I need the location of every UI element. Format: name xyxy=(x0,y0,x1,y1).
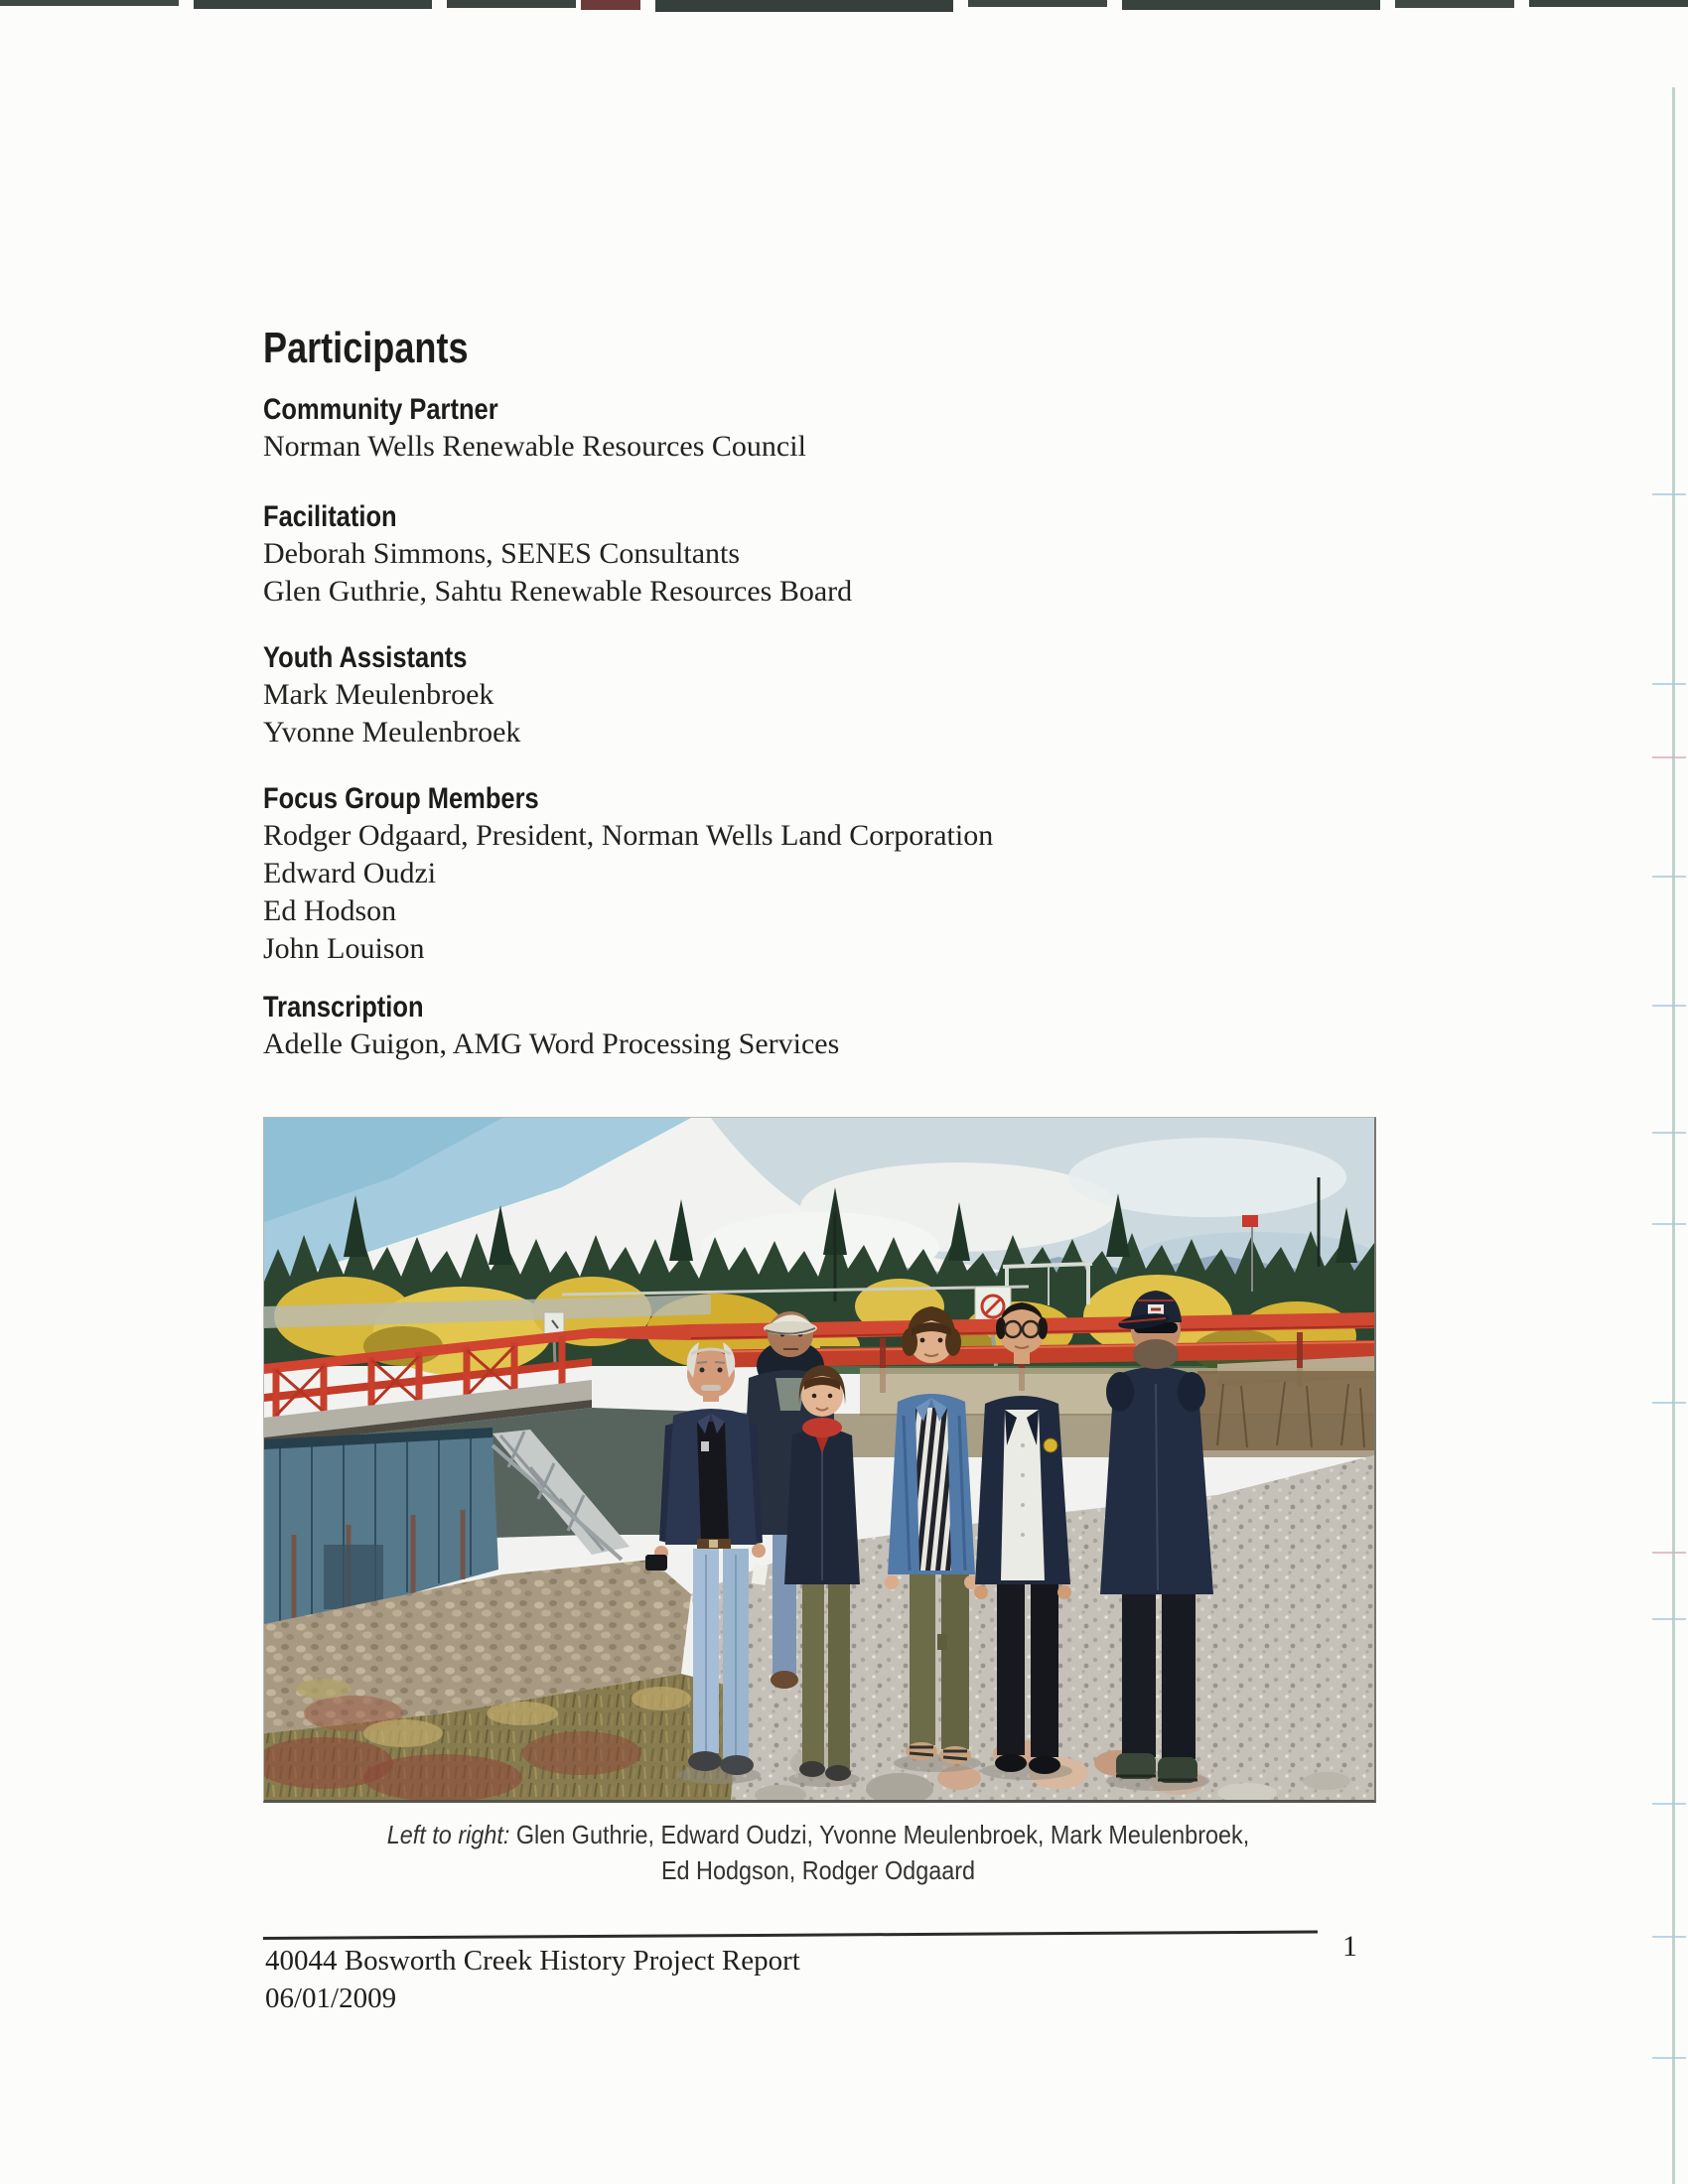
scan-artifact-tick xyxy=(1652,2057,1686,2059)
section-line: Rodger Odgaard, President, Norman Wells Land Corporation xyxy=(263,819,994,852)
section-line: Yvonne Meulenbroek xyxy=(263,716,521,749)
scan-artifact-tick xyxy=(1652,1618,1686,1620)
section-line: Deborah Simmons, SENES Consultants xyxy=(263,537,741,570)
photo-caption-line1 xyxy=(319,1817,1318,1852)
red-flag xyxy=(1242,1215,1258,1227)
scan-artifact-tick xyxy=(1652,1803,1686,1805)
section-line: Adelle Guigon, AMG Word Processing Services xyxy=(263,1027,840,1060)
footer-date: 06/01/2009 xyxy=(265,1982,397,2014)
section-line: Glen Guthrie, Sahtu Renewable Resources Board xyxy=(263,575,853,608)
scan-artifact-tick xyxy=(1652,756,1686,758)
section-focus-group-members xyxy=(263,781,993,968)
section-transcription xyxy=(263,990,839,1063)
section-heading: Youth Assistants xyxy=(263,641,468,674)
footer-report-title: 40044 Bosworth Creek History Project Report xyxy=(265,1945,800,1977)
scan-artifact-tick xyxy=(1652,1132,1686,1134)
section-facilitation xyxy=(263,499,852,611)
section-line: Norman Wells Renewable Resources Council xyxy=(263,430,806,463)
footer-rule xyxy=(263,1931,1318,1940)
scan-artifact-tick xyxy=(1652,1552,1686,1554)
section-youth-assistants xyxy=(263,640,520,751)
section-community-partner xyxy=(263,392,806,466)
section-line: Mark Meulenbroek xyxy=(263,678,494,711)
scan-artifact-tick xyxy=(1652,493,1686,495)
scan-artifact-tick xyxy=(1652,1936,1686,1938)
section-line: John Louison xyxy=(263,932,425,965)
scan-artifact-tick xyxy=(1652,1223,1686,1225)
section-heading: Community Partner xyxy=(263,393,498,426)
section-line: Ed Hodson xyxy=(263,894,397,927)
photo-caption-line2: Ed Hodgson, Rodger Odgaard xyxy=(660,1855,976,1885)
group-photo-illustration xyxy=(264,1118,1374,1800)
scan-artifact-tick xyxy=(1652,876,1686,878)
photo-caption xyxy=(319,1817,1318,1888)
section-heading: Focus Group Members xyxy=(263,782,539,815)
scan-artifact-tick xyxy=(1652,683,1686,685)
scan-artifact-tick xyxy=(1652,1402,1686,1404)
page-number: 1 xyxy=(1342,1930,1357,1963)
group-photo xyxy=(263,1117,1376,1803)
footer xyxy=(265,1942,800,2017)
section-heading: Facilitation xyxy=(263,500,397,533)
page-title: Participants xyxy=(263,324,469,373)
scan-artifact-right-edge xyxy=(1672,87,1675,2184)
section-heading: Transcription xyxy=(263,991,424,1024)
caption-names-line1: Glen Guthrie, Edward Oudzi, Yvonne Meulenbroek, Mark Meulenbroek, xyxy=(509,1820,1250,1849)
caption-prefix: Left to right: xyxy=(386,1820,510,1849)
section-line: Edward Oudzi xyxy=(263,857,437,889)
scan-artifact-tick xyxy=(1652,1005,1686,1007)
